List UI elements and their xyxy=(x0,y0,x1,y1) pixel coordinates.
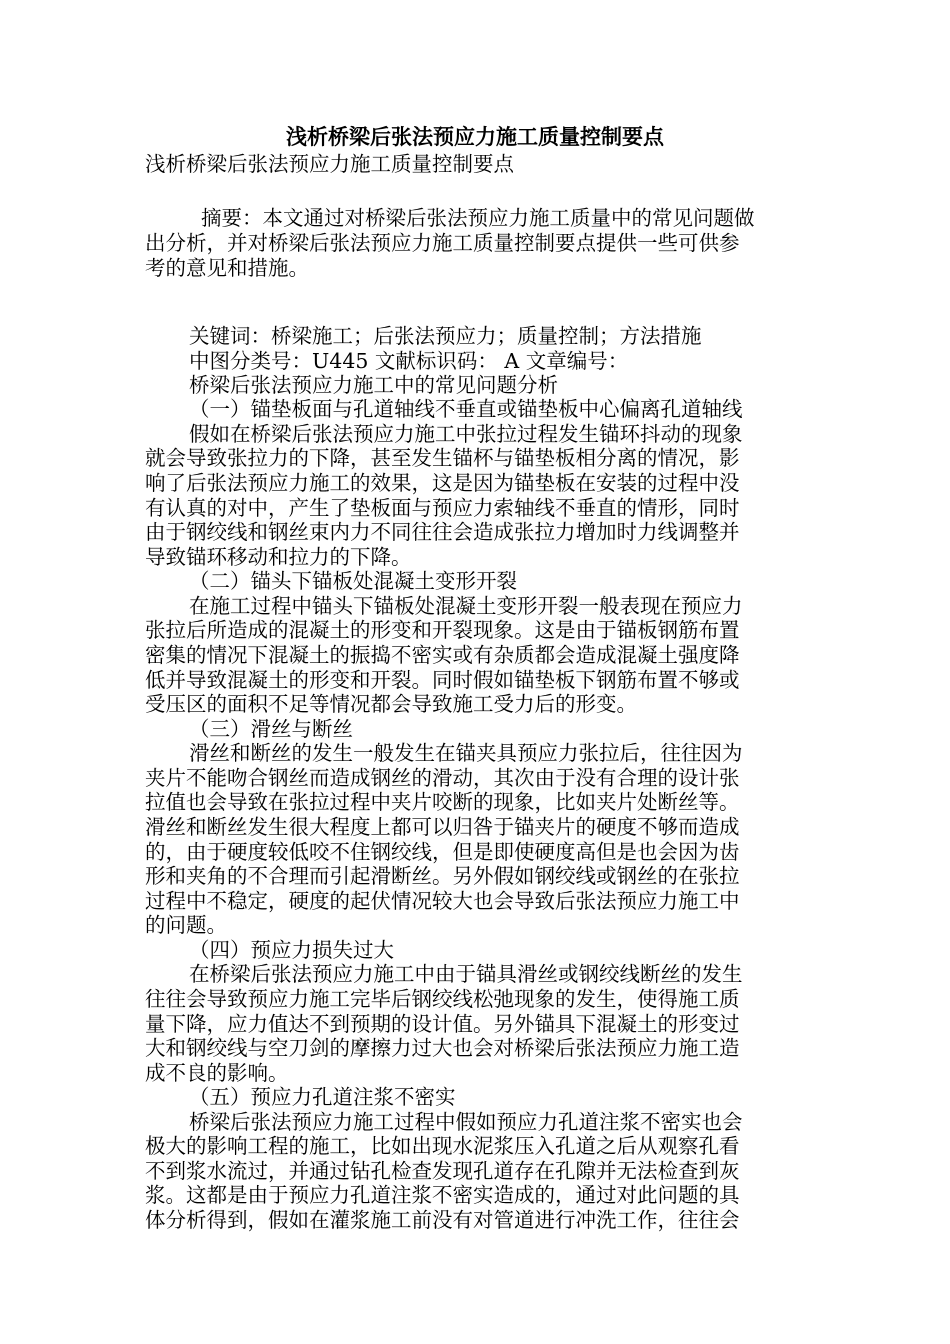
body-line: 形和夹角的不合理而引起滑断丝。另外假如钢绞线或钢丝的在张拉 xyxy=(145,864,740,889)
body-line: 就会导致张拉力的下降，甚至发生锚杯与锚垫板相分离的情况，影 xyxy=(145,446,740,471)
abstract-line: 考的意见和措施。 xyxy=(145,255,309,280)
body-line: 导致锚环移动和拉力的下降。 xyxy=(145,544,412,569)
abstract-line: 摘要：本文通过对桥梁后张法预应力施工质量中的常见问题做 xyxy=(201,206,755,231)
classification: 中图分类号：U445 文献标识码： A 文章编号： xyxy=(189,348,629,373)
body-line: 大和钢绞线与空刀剑的摩擦力过大也会对桥梁后张法预应力施工造 xyxy=(145,1036,740,1061)
body-line: 夹片不能吻合钢丝而造成钢丝的滑动，其次由于没有合理的设计张 xyxy=(145,765,740,790)
section-body xyxy=(145,422,805,570)
body-line: 密集的情况下混凝土的振捣不密实或有杂质都会造成混凝土强度降 xyxy=(145,642,740,667)
section-heading: 桥梁后张法预应力施工中的常见问题分析 xyxy=(189,373,558,397)
body-line: 有认真的对中，产生了垫板面与预应力索轴线不垂直的情形，同时 xyxy=(145,495,740,520)
body-line: 的，由于硬度较低咬不住钢绞线，但是即使硬度高但是也会因为齿 xyxy=(145,839,740,864)
subsection-heading: （五）预应力孔道注浆不密实 xyxy=(189,1085,456,1110)
body-line: 在桥梁后张法预应力施工中由于锚具滑丝或钢绞线断丝的发生 xyxy=(189,962,743,987)
subsection-heading: （一）锚垫板面与孔道轴线不垂直或锚垫板中心偏离孔道轴线 xyxy=(189,397,743,422)
abstract-line: 出分析，并对桥梁后张法预应力施工质量控制要点提供一些可供参 xyxy=(145,231,740,255)
body-line: 体分析得到，假如在灌浆施工前没有对管道进行冲洗工作，往往会 xyxy=(145,1208,740,1233)
section-body xyxy=(145,1110,805,1233)
body-line: 滑丝和断丝的发生一般发生在锚夹具预应力张拉后，往往因为 xyxy=(189,741,743,766)
body-line: 由于钢绞线和钢丝束内力不同往往会造成张拉力增加时力线调整并 xyxy=(145,520,740,545)
section-body xyxy=(145,594,805,717)
subsection-heading: （四）预应力损失过大 xyxy=(189,937,394,962)
abstract xyxy=(145,206,805,280)
body-line: 极大的影响工程的施工，比如出现水泥浆压入孔道之后从观察孔看 xyxy=(145,1134,740,1159)
document-title: 浅析桥梁后张法预应力施工质量控制要点 xyxy=(286,124,664,149)
body-line: 假如在桥梁后张法预应力施工中张拉过程发生锚环抖动的现象 xyxy=(189,421,743,446)
section-body xyxy=(145,962,805,1085)
document-subtitle: 浅析桥梁后张法预应力施工质量控制要点 xyxy=(145,152,514,176)
body-line: 浆。这都是由于预应力孔道注浆不密实造成的，通过对此问题的具 xyxy=(145,1183,740,1208)
spacer xyxy=(145,176,805,206)
body-line: 拉值也会导致在张拉过程中夹片咬断的现象，比如夹片处断丝等。 xyxy=(145,790,740,815)
body-line: 的问题。 xyxy=(145,913,227,938)
body-line: 不到浆水流过，并通过钻孔检查发现孔道存在孔隙并无法检查到灰 xyxy=(145,1158,740,1183)
body-line: 响了后张法预应力施工的效果，这是因为锚垫板在安装的过程中没 xyxy=(145,471,740,495)
subsection-heading: （二）锚头下锚板处混凝土变形开裂 xyxy=(189,569,517,594)
body-line: 量下降，应力值达不到预期的设计值。另外锚具下混凝土的形变过 xyxy=(145,1011,740,1036)
document-page xyxy=(145,122,805,1233)
body-line: 在施工过程中锚头下锚板处混凝土变形开裂一般表现在预应力 xyxy=(189,593,743,618)
section-body xyxy=(145,741,805,938)
body-line: 低并导致混凝土的形变和开裂。同时假如锚垫板下钢筋布置不够或 xyxy=(145,667,740,692)
body-line: 桥梁后张法预应力施工过程中假如预应力孔道注浆不密实也会 xyxy=(189,1109,743,1134)
body-line: 过程中不稳定，硬度的起伏情况较大也会导致后张法预应力施工中 xyxy=(145,888,740,913)
body-line: 往往会导致预应力施工完毕后钢绞线松弛现象的发生，使得施工质 xyxy=(145,986,740,1011)
subsection-heading: （三）滑丝与断丝 xyxy=(189,716,353,741)
body-line: 张拉后所造成的混凝土的形变和开裂现象。这是由于锚板钢筋布置 xyxy=(145,618,740,643)
keywords: 关键词：桥梁施工；后张法预应力；质量控制；方法措施 xyxy=(189,324,702,349)
spacer xyxy=(145,280,805,324)
body-line: 受压区的面积不足等情况都会导致施工受力后的形变。 xyxy=(145,692,637,717)
body-line: 成不良的影响。 xyxy=(145,1060,289,1085)
body-line: 滑丝和断丝发生很大程度上都可以归咎于锚夹片的硬度不够而造成 xyxy=(145,814,740,839)
